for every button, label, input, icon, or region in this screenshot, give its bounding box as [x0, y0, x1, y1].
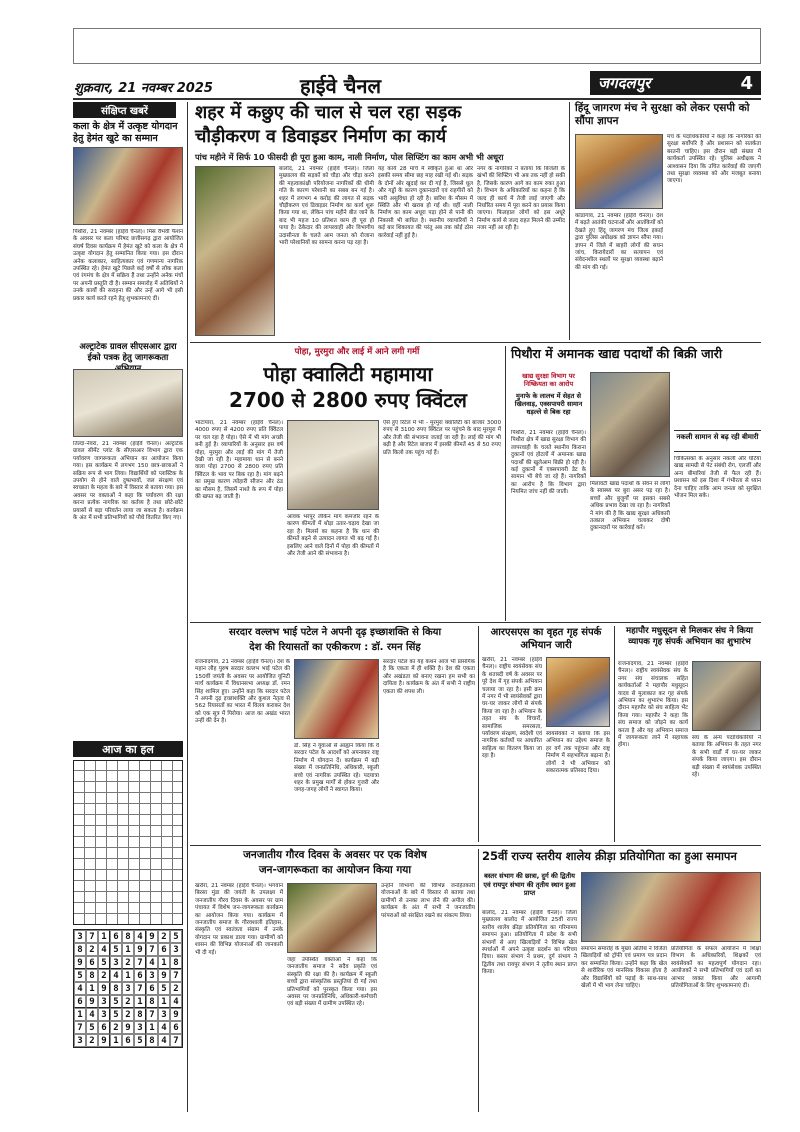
sudoku-cell: 1	[110, 1034, 122, 1047]
poha-headline-1: पोहा क्वालिटी महामाया	[263, 362, 433, 386]
sudoku-cell: 8	[122, 930, 134, 943]
patel-body-2: डॉ. सिंह ने युवाओं से आह्वान किया कि वे सरदार पटेल के आदर्शों को अपनाकर राष्ट्र निर्माण में योगदान दें। कार्यक्रम में बड़ी संख्या में जनप्रतिनिधि, अधिकारी, स्कूली बच्चे एवं नागरिक उपस्थित रहे। पदयात्रा शहर के प्रमुख मार्गों से होकर गुजरी और जगह-जगह लोगों ने स्वागत किया।	[294, 743, 379, 794]
sudoku-cell: 4	[158, 1034, 170, 1047]
sudoku-cell: 3	[74, 1034, 86, 1047]
sudoku-cell: 5	[98, 956, 110, 969]
puzzle-title: आज का हल	[102, 742, 154, 756]
sudoku-cell: 5	[86, 1021, 98, 1034]
sudoku-cell: 9	[170, 1008, 182, 1021]
sports-headline: 25वीं राज्य स्तरीय शालेय क्रीड़ा प्रतियोगिता का हुआ समापन	[482, 849, 737, 863]
sudoku-cell: 3	[110, 956, 122, 969]
sudoku-cell: 6	[146, 982, 158, 995]
col-sep-2	[569, 102, 570, 340]
sudoku-cell: 2	[170, 982, 182, 995]
hrule-2	[190, 622, 761, 623]
lead-body-3: नगर के नागरिकों ने बताया कि बिजली के खंभों की शिफ्टिंग भी अब तक नहीं हो सकी है, जिसके कारण आगे का काम रुका हुआ है। विभाग के अधिकारियों का कहना है कि जल्द ही कार्य में तेजी लाई जाएगी और निर्धारित समय में पूरा करने का प्रयास किया जाएगा। फिलहाल लोगों को इस अधूरे निर्माण कार्य से जल्द राहत मिलने की उम्मीद नजर नहीं आ रही है।	[477, 166, 565, 232]
sudoku-cell: 7	[134, 956, 146, 969]
lead-body-2: यह कार्य 28 मार्च में स्वीकृत हुआ था और इसकी समय सीमा छह माह रखी गई थी। सड़क के दोनों ओर खुदाई कर दी गई है, जिससे धूल और गड्ढों के कारण दुकानदारों एवं राहगीरों को भारी असुविधा हो रही है। बारिश के मौसम में स्थिति और भी खराब हो गई थी। वहीं नाली निर्माण का काम अधूरा पड़ा होने से पानी की निकासी भी बाधित है। स्थानीय व्यापारियों ने कई बार शिकायत की परंतु अब तक कोई ठोस कार्रवाई नहीं हुई है।	[378, 166, 473, 239]
rss-body: खरोरा, 21 नवम्बर (हाईवे चैनल)। राष्ट्रीय स्वयंसेवक संघ के शताब्दी वर्ष के अवसर पर पूरे देश में गृह संपर्क अभियान चलाया जा रहा है। इसी क्रम में नगर में भी स्वयंसेवकों द्वारा घर-घर जाकर लोगों से संपर्क किया जा रहा है। अभियान के तहत संघ के विचारों, सामाजिक समरसता, पर्यावरण संरक्षण, स्वदेशी एवं नागरिक कर्तव्यों पर आधारित साहित्य का वितरण किया जा रहा है।	[482, 657, 542, 760]
sports-kicker: बस्तर संभाग की छात्रा, दुर्ग की द्वितीय एवं रायपुर संभाग की तृतीय स्थान हुआ प्राप्त	[483, 872, 576, 897]
sudoku-cell: 7	[74, 1021, 86, 1034]
pithora-body: पिथौरा, 21 नवम्बर (हाईवे चैनल)। पिथौरा क्षेत्र में खाद्य सुरक्षा विभाग की लापरवाही के चलते स्थानीय किराना दुकानों एवं होटलों में अमानक खाद्य पदार्थों की खुलेआम बिक्री हो रही है। कई दुकानों में एक्सपायरी डेट के सामान भी बेचे जा रहे हैं। नागरिकों का आरोप है कि विभाग द्वारा नियमित जांच नहीं की जाती।	[511, 430, 586, 496]
pithora-box-text: नकली सामान से बढ़ रही बीमारी	[676, 433, 759, 441]
poha-kicker	[232, 346, 482, 358]
madhu-body-2: संघ के अन्य पदाधिकारियों ने बताया कि अभियान के तहत नगर के सभी वार्डों में घर-घर जाकर संपर्क किया जाएगा। इस दौरान बड़ी संख्या में स्वयंसेवक उपस्थित रहे।	[692, 735, 761, 779]
sudoku-cell: 9	[74, 956, 86, 969]
sudoku-cell: 8	[86, 969, 98, 982]
madhu-body: राजनांदगांव, 21 नवम्बर (हाईवे चैनल)। राष्ट्रीय स्वयंसेवक संघ के नगर संघ संचालक सहित कार्यकर्ताओं ने महापौर मधुसूदन यादव से मुलाकात कर गृह संपर्क अभियान का शुभारंभ किया। इस दौरान महापौर को संघ साहित्य भेंट किया गया। महापौर ने कहा कि संघ समाज को जोड़ने का कार्य करता है और यह अभियान समाज में जागरूकता लाने में सहायक होगा।	[618, 661, 688, 749]
sudoku-cell: 4	[110, 969, 122, 982]
sudoku-cell: 1	[122, 969, 134, 982]
sudoku-cell: 3	[170, 943, 182, 956]
patel-body-3: सरदार पटेल का यह कथन आज भी प्रासंगिक है कि एकता में ही शक्ति है। देश की एकता और अखंडता को बनाए रखना हम सभी का दायित्व है। कार्यक्रम के अंत में सभी ने राष्ट्रीय एकता की शपथ ली।	[383, 659, 475, 695]
patel-headline-2: देश की रियासतों का एकीकरण : डॉ. रमन सिंह	[249, 642, 421, 653]
sports-body: बालोद, 21 नवम्बर (हाईवे चैनल)। जिला मुख्यालय बालोद में आयोजित 25वीं राज्य स्तरीय शालेय क्रीड़ा प्रतियोगिता का गरिमामय समापन हुआ। प्रतियोगिता में प्रदेश के सभी संभागों से आए खिलाड़ियों ने विभिन्न खेल स्पर्धाओं में अपने उत्कृष्ट प्रदर्शन का परिचय दिया। बस्तर संभाग ने प्रथम, दुर्ग संभाग ने द्वितीय तथा रायपुर संभाग ने तृतीय स्थान प्राप्त किया।	[482, 910, 577, 976]
sudoku-cell: 8	[110, 982, 122, 995]
col-sep-3	[505, 346, 506, 621]
patel-photo	[294, 659, 379, 739]
paper-name: जगदलपुर	[598, 74, 651, 92]
sudoku-cell: 4	[146, 956, 158, 969]
hrule-3	[190, 845, 761, 846]
sudoku-cell: 8	[146, 995, 158, 1008]
sudoku-cell: 1	[98, 930, 110, 943]
sudoku-cell: 2	[98, 969, 110, 982]
sudoku-cell: 6	[110, 930, 122, 943]
lead-body-1: बालोद, 21 नवम्बर (हाईवे चैनल)। जिला मुख्यालय की सड़कों को चौड़ा और चौड़ा करने की महत्वाकांक्षी परियोजना नागरिकों की धीमी गति के कारण परेशानी का सबब बन गई है। शहर में लगभग 4 करोड़ की लागत से सड़क चौड़ीकरण एवं डिवाइडर निर्माण का कार्य शुरू किया गया था, लेकिन पांच महीने बीत जाने के बाद भी महज 10 प्रतिशत काम ही पूरा हो पाया है। ठेकेदार की लापरवाही और विभागीय उदासीनता के चलते आम जनता को रोजाना भारी परेशानियों का सामना करना पड़ रहा है।	[279, 166, 374, 247]
sudoku-cell: 6	[158, 943, 170, 956]
sudoku-cell: 3	[122, 982, 134, 995]
sudoku-cell: 8	[74, 943, 86, 956]
sudoku-cell: 3	[98, 995, 110, 1008]
sudoku-cell: 2	[110, 1021, 122, 1034]
sudoku-cell: 2	[122, 1008, 134, 1021]
pithora-headline: पिथौरा में अमानक खाद्य पदार्थों की बिक्री जारी	[511, 346, 723, 361]
sudoku-cell: 3	[98, 1008, 110, 1021]
sudoku-cell: 6	[134, 969, 146, 982]
patel-headline-1: सरदार वल्लभ भाई पटेल ने अपनी दृढ़ इच्छाशक्ति से किया	[228, 627, 442, 638]
top-blank-box	[73, 28, 761, 64]
section-title: हाईवे चैनल	[300, 74, 382, 98]
sudoku-cell: 9	[146, 930, 158, 943]
sudoku-cell: 9	[98, 1034, 110, 1047]
sudoku-cell: 4	[74, 982, 86, 995]
sudoku-cell: 1	[158, 956, 170, 969]
hindu-photo	[575, 134, 663, 209]
sports-body-3: प्रतियोगिता के सफल आयोजन में शिक्षा विभाग के अधिकारियों, शिक्षकों एवं स्वयंसेवकों का महत्वपूर्ण योगदान रहा। आयोजकों ने सभी प्रतिभागियों एवं दलों का आभार व्यक्त किया और आगामी प्रतियोगिताओं के लिए शुभकामनाएं दीं।	[671, 946, 761, 990]
masthead-rule	[73, 98, 761, 100]
sudoku-cell: 1	[122, 943, 134, 956]
sudoku-cell: 4	[134, 930, 146, 943]
sudoku-cell: 6	[74, 995, 86, 1008]
sports-photo	[581, 872, 761, 942]
sudoku-cell: 5	[74, 969, 86, 982]
lead-headline-2: चौड़ीकरण व डिवाइडर निर्माण का कार्य	[195, 126, 447, 147]
lead-subheadline: पांच महीने में सिर्फ 10 फीसदी ही पूरा हुआ काम, नाली निर्माण, पोल सिफ्टिंग का काम अभी भी अधूरा	[195, 152, 504, 162]
madhu-photo	[692, 661, 761, 731]
sudoku-cell: 6	[122, 1034, 134, 1047]
puzzle-header	[73, 741, 183, 757]
sudoku-cell: 5	[158, 982, 170, 995]
sudoku-cell: 3	[146, 969, 158, 982]
rss-body-2: स्वयंसेवकों ने बताया कि इस अभियान का उद्देश्य समाज के हर वर्ग तक पहुंचना और राष्ट्र निर्माण में सहभागिता बढ़ाना है। लोगों ने भी अभियान को सकारात्मक प्रतिसाद दिया।	[546, 731, 610, 775]
sudoku-cell: 6	[170, 1021, 182, 1034]
col-sep-1	[187, 102, 188, 1112]
sudoku-cell: 4	[98, 943, 110, 956]
poha-body-2: आवक भरपूर लेकिन मांग कमजोर रहने के कारण कीमतों में थोड़ा उतार-चढ़ाव देखा जा रहा है। मिलर्स का कहना है कि धान की कीमतें बढ़ने से उत्पादन लागत भी बढ़ गई है। इसलिए आने वाले दिनों में पोहा की कीमतों में और तेजी आने की संभावना है।	[287, 514, 379, 558]
lead-headline-1: शहर में कछुए की चाल से चल रहा सड़क	[195, 102, 462, 123]
masthead-bar	[590, 71, 761, 95]
sudoku-cell: 7	[146, 1008, 158, 1021]
col-sep-4	[478, 626, 479, 842]
lead-photo	[195, 166, 275, 336]
janjati-photo	[287, 883, 377, 953]
sudoku-cell: 3	[158, 1008, 170, 1021]
sudoku-solution	[73, 929, 183, 1048]
rss-headline: आरएसएस का वृहत गृह संपर्क अभियान जारी	[490, 627, 602, 651]
sudoku-cell: 7	[86, 930, 98, 943]
sudoku-cell: 8	[134, 1008, 146, 1021]
sudoku-cell: 4	[86, 1008, 98, 1021]
patel-body: राजनांदगांव, 21 नवम्बर (हाईवे चैनल)। देश के महान लौह पुरुष सरदार वल्लभ भाई पटेल की 150वीं जयंती के अवसर पर आयोजित यूनिटी मार्च कार्यक्रम में विधानसभा अध्यक्ष डॉ. रमन सिंह शामिल हुए। उन्होंने कहा कि सरदार पटेल ने अपनी दृढ़ इच्छाशक्ति और कुशल नेतृत्व से 562 रियासतों का भारत में विलय कराकर देश को एक सूत्र में पिरोया। आज का अखंड भारत उन्हीं की देन है।	[195, 659, 290, 725]
sudoku-cell: 9	[98, 982, 110, 995]
story1-body: पिथौरा, 21 नवम्बर (हाईवे चैनल)। मिस वैभवी फैशन के अवसर पर कला परिषद छत्तीसगढ़ द्वारा आयोजित संघर्ष दिवस कार्यक्रम में हेमंत खुटे को कला के क्षेत्र में उत्कृष्ट योगदान हेतु सम्मानित किया गया। इस दौरान अनेक कलाकार, साहित्यकार एवं गणमान्य नागरिक उपस्थित रहे। हेमंत खुटे पिछले कई वर्षों से लोक कला एवं रंगमंच के क्षेत्र में सक्रिय हैं तथा उन्होंने अनेक मंचों पर अपनी प्रस्तुति दी है। सम्मान समारोह में अतिथियों ने उनके कार्यों की सराहना की और उन्हें आगे भी इसी प्रकार कार्य करते रहने हेतु शुभकामनाएं दीं।	[73, 229, 183, 302]
sudoku-cell: 2	[86, 943, 98, 956]
sudoku-cell: 7	[170, 969, 182, 982]
janjati-body-3: उन्होंने विभागों की विभिन्न जनहितकारी योजनाओं के बारे में विस्तार से बताया तथा ग्रामीणों से उनका लाभ लेने की अपील की। कार्यक्रम के अंत में सभी ने जनजातीय परंपराओं को संरक्षित रखने का संकल्प लिया।	[381, 883, 475, 919]
pithora-sub-1: खाद्य सुरक्षा विभाग पर निष्क्रियता का आरोप	[522, 372, 575, 388]
sudoku-cell: 1	[86, 982, 98, 995]
sudoku-cell: 4	[158, 1021, 170, 1034]
pithora-body-3: चिकित्सकों के अनुसार नकली और घटिया खाद्य सामग्री से पेट संबंधी रोग, एलर्जी और अन्य बीमारियां तेजी से फैल रही हैं। प्रशासन को इस दिशा में गंभीरता से ध्यान देना चाहिए ताकि आम जनता को सुरक्षित भोजन मिल सके।	[674, 456, 761, 500]
pithora-photo	[590, 372, 670, 477]
hindu-body: कोंडागांव, 21 नवम्बर (हाईवे चैनल)। देश में बढ़ते आतंकी घटनाओं और आतंकियों को देखते हुए हिंदू जागरण मंच जिला इकाई द्वारा पुलिस अधीक्षक को ज्ञापन सौंपा गया। ज्ञापन में जिले में बाहरी लोगों की सघन जांच, किरायेदारों का सत्यापन एवं संवेदनशील स्थलों पर सुरक्षा व्यवस्था बढ़ाने की मांग की गई।	[575, 213, 663, 271]
sudoku-cell: 6	[86, 956, 98, 969]
page-number: 4	[740, 72, 753, 94]
janjati-headline-1: जनजातीय गौरव दिवस के अवसर पर एक विशेष	[243, 849, 427, 861]
sudoku-cell: 3	[74, 930, 86, 943]
masthead-date: शुक्रवार, 21 नवम्बर 2025	[74, 81, 213, 96]
madhu-headline: महापौर मधुसूदन से मिलकर संघ ने किया व्यापक गृह संपर्क अभियान का शुभारंभ	[626, 626, 753, 647]
brief-header	[73, 102, 176, 118]
sudoku-cell: 5	[110, 943, 122, 956]
hindu-body-2: मंच के पदाधिकारियों ने कहा कि नागरिकों की सुरक्षा सर्वोपरि है और प्रशासन को सतर्कता बरतनी चाहिए। इस दौरान बड़ी संख्या में कार्यकर्ता उपस्थित रहे। पुलिस अधीक्षक ने आश्वासन दिया कि उचित कार्रवाई की जाएगी तथा सुरक्षा व्यवस्था को और मजबूत बनाया जाएगा।	[667, 134, 761, 185]
sports-body-2: समापन समारोह के मुख्य अतिथि ने विजेता खिलाड़ियों को ट्रॉफी एवं प्रमाण पत्र प्रदान कर सम्मानित किया। उन्होंने कहा कि खेल से शारीरिक एवं मानसिक विकास होता है और विद्यार्थियों को पढ़ाई के साथ-साथ खेलों में भी भाग लेना चाहिए।	[581, 946, 667, 990]
col-sep-6	[478, 849, 479, 1112]
janjati-headline-2: जन-जागरूकता का आयोजन किया गया	[258, 864, 412, 876]
sudoku-cell: 2	[158, 930, 170, 943]
sudoku-cell: 9	[158, 969, 170, 982]
hindu-headline: हिंदू जागरण मंच ने सुरक्षा को लेकर एसपी को सौंपा ज्ञापन	[575, 102, 750, 127]
sudoku-cell: 2	[122, 956, 134, 969]
col-sep-5	[614, 626, 615, 842]
poha-kicker-text: पोहा, मुरमुरा और लाई में आने लगी गर्मी	[294, 347, 420, 357]
sudoku-cell: 1	[74, 1008, 86, 1021]
sudoku-cell: 1	[158, 995, 170, 1008]
sudoku-cell: 2	[122, 995, 134, 1008]
story2-headline: अल्ट्राटेक ग्रावल सीएसआर द्वारा ईको पत्रक हेतु जागरूकता	[79, 342, 177, 363]
janjati-body-2: जहां उपस्थित वक्ताओं ने कहा कि जनजातीय समाज ने सदैव प्रकृति एवं संस्कृति की रक्षा की है। कार्यक्रम में स्कूली बच्चों द्वारा सांस्कृतिक प्रस्तुतियां दी गईं तथा प्रतिभागियों को पुरस्कृत किया गया। इस अवसर पर जनप्रतिनिधि, अधिकारी-कर्मचारी एवं बड़ी संख्या में ग्रामीण उपस्थित रहे।	[287, 957, 377, 1008]
sudoku-cell: 7	[170, 1034, 182, 1047]
sudoku-cell: 5	[134, 1034, 146, 1047]
sudoku-cell: 3	[134, 1021, 146, 1034]
story1-photo	[73, 147, 183, 225]
poha-headline-2: 2700 से 2800 रुपए क्विंटल	[229, 388, 467, 412]
sudoku-cell: 6	[98, 1021, 110, 1034]
pithora-box	[674, 430, 761, 452]
sudoku-cell: 9	[122, 1021, 134, 1034]
sudoku-cell: 7	[134, 982, 146, 995]
story2-photo	[73, 369, 183, 437]
hrule-1	[190, 342, 761, 343]
rss-photo	[546, 657, 610, 727]
sudoku-cell: 5	[110, 1008, 122, 1021]
sudoku-cell: 2	[86, 1034, 98, 1047]
sudoku-cell: 1	[134, 995, 146, 1008]
janjati-body: खरोरा, 21 नवम्बर (हाईवे चैनल)। भगवान बिरसा मुंडा की जयंती के उपलक्ष्य में जनजातीय गौरव दिवस के अवसर पर ग्राम पंचायत में विशेष जन-जागरूकता कार्यक्रम का आयोजन किया गया। कार्यक्रम में जनजातीय समाज के गौरवशाली इतिहास, संस्कृति एवं स्वतंत्रता संग्राम में उनके योगदान पर प्रकाश डाला गया। ग्रामीणों को शासन की विभिन्न योजनाओं की जानकारी भी दी गई।	[195, 883, 283, 956]
poha-body-3: ऐसे हुए रिटेल में भी - मुरमुरा क्वालिटी को बाजार 3000 रुपए से 3100 रुपए क्विंटल पर पहुंचने के बाद मुरमुरा में और तेजी की संभावना जताई जा रही है। लाई की मांग भी बढ़ी है और रिटेल बाजार में इसकी कीमतें 45 से 50 रुपए प्रति किलो तक पहुंच गई हैं।	[383, 420, 501, 456]
pithora-sub-2: मुनाफे के लालच में सेहत से खिलवाड़, एक्सपायरी सामान धड़ल्ले से बिक रहा	[514, 392, 583, 416]
poha-body: भाटापारा, 21 नवम्बर (हाईवे चैनल)। 4000 रुपए से 4200 रुपए प्रति क्विंटल पर चल रहा है पोहा। ऐसे में भी मांग अच्छी बनी हुई है। व्यापारियों के अनुसार इस वर्ष पोहा, मुरमुरा और लाई की मांग में तेजी देखी जा रही है। महामाया धान से बनने वाला पोहा 2700 से 2800 रुपए प्रति क्विंटल के भाव पर बिक रहा है। मांग बढ़ने का प्रमुख कारण त्योहारी सीजन और ठंड का मौसम है, जिसमें नाश्ते के रूप में पोहा की खपत बढ़ जाती है।	[195, 420, 283, 501]
story1-headline: कला के क्षेत्र में उत्कृष्ट योगदान हेतु हेमंत खुटे का सम्मान	[73, 121, 178, 144]
brief-title: संक्षिप्त खबरें	[101, 106, 148, 117]
sudoku-cell: 5	[110, 995, 122, 1008]
sudoku-cell: 8	[146, 1034, 158, 1047]
sudoku-cell: 5	[170, 930, 182, 943]
pithora-body-2: मिलावटी खाद्य पदार्थों के सेवन से लोगों के स्वास्थ्य पर बुरा असर पड़ रहा है। बच्चों और बुजुर्गों पर इसका सबसे अधिक प्रभाव देखा जा रहा है। नागरिकों ने मांग की है कि खाद्य सुरक्षा अधिकारी तत्काल अभियान चलाकर दोषी दुकानदारों पर कार्रवाई करें।	[590, 481, 670, 532]
crossword-grid	[73, 760, 183, 925]
poha-photo	[287, 420, 379, 510]
sudoku-cell: 8	[170, 956, 182, 969]
story2-body: तिल्दा-नेवरा, 21 नवम्बर (हाईवे चैनल)। अल्ट्राटेक ग्रावल सीमेंट प्लांट के सीएसआर विभाग द्वारा एक पर्यावरण जागरूकता अभियान का आयोजन किया गया। इस कार्यक्रम में लगभग 150 छात्र-छात्राओं ने सक्रिय रूप से भाग लिया। विद्यार्थियों को प्लास्टिक के उपयोग से होने वाले दुष्प्रभावों, जल संरक्षण एवं स्वच्छता के महत्व के बारे में विस्तार से बताया गया। इस अवसर पर वक्ताओं ने कहा कि पर्यावरण की रक्षा करना प्रत्येक नागरिक का कर्तव्य है तथा छोटे-छोटे प्रयासों से बड़ा परिवर्तन लाया जा सकता है। कार्यक्रम के अंत में सभी प्रतिभागियों को पौधे वितरित किए गए।	[73, 441, 183, 522]
sudoku-cell: 9	[134, 943, 146, 956]
sudoku-cell: 9	[86, 995, 98, 1008]
sudoku-cell: 7	[146, 943, 158, 956]
sudoku-cell: 1	[146, 1021, 158, 1034]
sudoku-cell: 4	[170, 995, 182, 1008]
